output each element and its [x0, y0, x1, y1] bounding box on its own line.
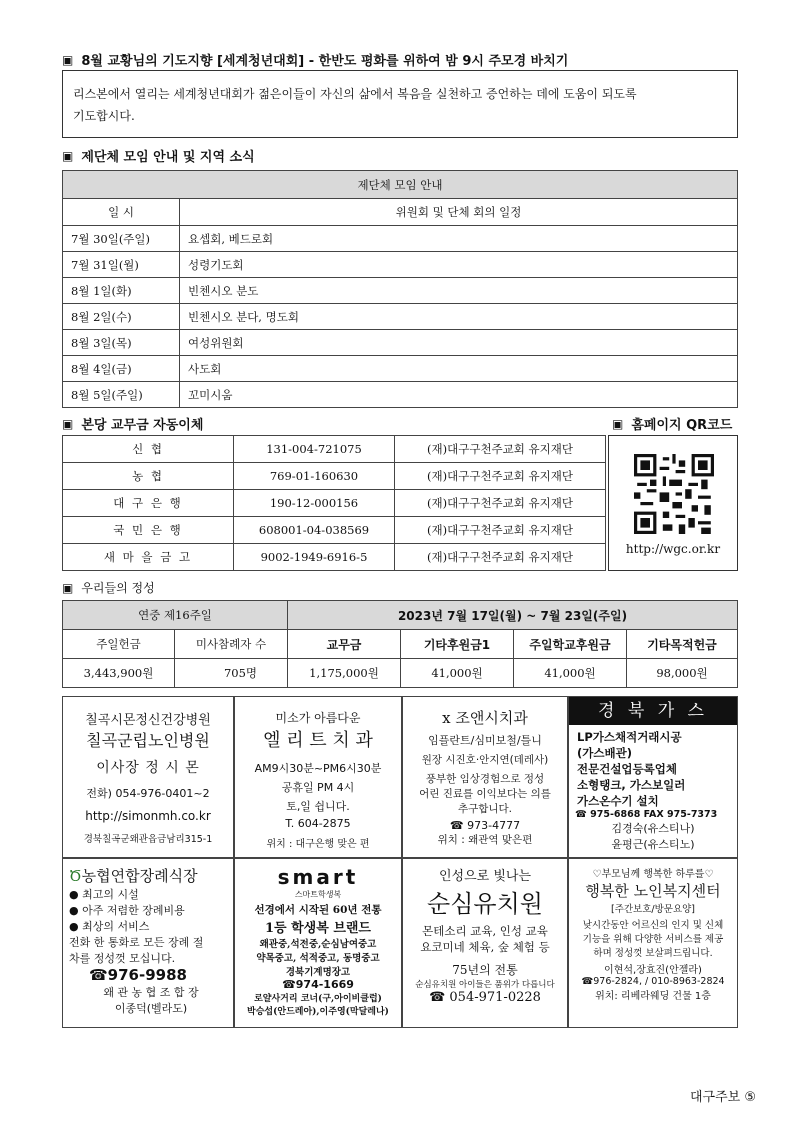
dental1-phone: T. 604-2875: [285, 817, 351, 830]
square-bullet-icon: ▣: [62, 52, 74, 67]
bank-holder: (재)대구구천주교회 유지재단: [395, 517, 606, 544]
dental2-directors: 원장 시진호·안지연(데레사): [421, 754, 549, 766]
bank-name: 국 민 은 행: [63, 517, 234, 544]
smart-logo: smart: [277, 865, 359, 889]
ad-elite-dental: [234, 696, 402, 858]
dental1-slogan: 미소가 아름다운: [275, 711, 361, 725]
ad-smart-uniform: [234, 858, 402, 1028]
offering-value: 705명: [175, 659, 288, 688]
bank-account: 190-12-000156: [234, 490, 395, 517]
col-date-header: 일 시: [63, 199, 180, 226]
meeting-event: 요셉회, 베드로회: [180, 226, 738, 252]
meeting-event: 꼬미시움: [180, 382, 738, 408]
bank-name: 신 협: [63, 436, 234, 463]
kinder-program-1: 몬테소리 교육, 인성 교육: [422, 924, 548, 938]
offering-section-header: [62, 579, 155, 596]
kinder-slogan: 인성으로 빛나는: [438, 869, 532, 884]
banking-title: 본당 교무금 자동이체: [81, 418, 204, 433]
hospital-website: http://simonmh.co.kr: [85, 809, 211, 823]
funeral-chief-title: 왜 관 농 협 조 합 장: [103, 986, 199, 999]
welfare-services: [주간보호/방문요양]: [610, 904, 696, 915]
gas-line-5: 소형탱크, 가스보일러: [577, 778, 686, 792]
offering-header: 기타후원금1: [401, 630, 514, 659]
gas-owner-2: 윤평근(유스티노): [611, 838, 695, 851]
bank-account: 608001-04-038569: [234, 517, 395, 544]
offering-value: 3,443,900원: [63, 659, 175, 688]
meeting-date: 7월 30일(주일): [63, 226, 180, 252]
ad-welfare-center: [568, 858, 738, 1028]
dental1-hours: AM9시30분~PM6시30분: [254, 762, 382, 775]
welfare-phone: ☎976-2824, / 010-8963-2824: [581, 976, 725, 987]
col-event-header: 위원회 및 단체 회의 일정: [180, 199, 738, 226]
bank-holder: (재)대구구천주교회 유지재단: [395, 436, 606, 463]
prayer-title: 8월 교황님의 기도지향 [세계청년대회] - 한반도 평화를 위하여 밤 9시 주모경 바치기: [81, 54, 569, 69]
uniform-slogan: 선경에서 시작된 60년 전통: [254, 904, 382, 916]
kinder-name: 순심유치원: [427, 890, 543, 918]
dental2-desc-2: 어린 진료를 이익보다는 의를: [419, 788, 551, 800]
qr-box: [608, 435, 738, 571]
meetings-table: [62, 170, 738, 408]
meetings-table-title: 제단체 모임 안내: [63, 171, 738, 199]
square-bullet-icon: ▣: [62, 148, 74, 163]
uniform-schools-1: 왜관중,석전중,순심남여중고: [259, 939, 377, 950]
meeting-date: 7월 31일(월): [63, 252, 180, 278]
uniform-phone: ☎974-1669: [282, 978, 354, 991]
funeral-name: Ծ농협연합장례식장: [69, 867, 198, 885]
welfare-location: 위치: 리베라웨딩 건물 1층: [595, 991, 711, 1002]
prayer-text-line1: 리스본에서 열리는 세계청년대회가 젊은이들이 자신의 삶에서 복음을 실천하고 증언하는 데에 도움이 되도록: [73, 87, 637, 101]
bank-name: 새 마 을 금 고: [63, 544, 234, 571]
banking-table: [62, 435, 606, 571]
funeral-feature-2: ● 아주 저렴한 장례비용: [69, 904, 185, 917]
welfare-desc-2: 기능을 위해 다양한 서비스를 제공: [582, 934, 724, 945]
welfare-desc-3: 하며 정성껏 보살펴드립니다.: [593, 948, 713, 959]
ad-gyeongbuk-gas: [568, 696, 738, 858]
kinder-tagline: 순심유치원 아이들은 품위가 다릅니다: [415, 980, 555, 990]
kinder-tradition: 75년의 전통: [452, 963, 518, 977]
bank-name: 농 협: [63, 463, 234, 490]
kinder-program-2: 요코미네 체육, 숲 체험 등: [420, 940, 550, 954]
bank-account: 9002-1949-6916-5: [234, 544, 395, 571]
dental1-closed: 토,일 쉽니다.: [286, 800, 350, 813]
bank-account: 131-004-721075: [234, 436, 395, 463]
meeting-date: 8월 1일(화): [63, 278, 180, 304]
uniform-owners: 박승섭(안드레아),이주영(막달레나): [247, 1007, 389, 1017]
welfare-name: 행복한 노인복지센터: [585, 882, 721, 900]
uniform-location: 로얄사거리 코너(구,아이비클럽): [254, 994, 382, 1004]
hospital-address: 경북칠곡군왜관읍금남리315-1: [83, 834, 213, 845]
meeting-date: 8월 2일(수): [63, 304, 180, 330]
gas-line-3: (가스배관): [577, 746, 632, 760]
gas-line-4: 전문건설업등록업체: [577, 762, 677, 776]
qr-code-icon: [634, 454, 714, 534]
square-bullet-icon: ▣: [62, 416, 74, 431]
welfare-slogan: ♡부모님께 행복한 하루를♡: [592, 869, 714, 880]
offering-header: 주일학교후원금: [514, 630, 627, 659]
prayer-section-header: [62, 50, 568, 69]
ad-kindergarten: [402, 858, 568, 1028]
dental2-desc-1: 풍부한 임상경험으로 정성: [425, 773, 545, 785]
uniform-brand-line: 1등 학생복 브랜드: [264, 921, 371, 936]
offering-title: 우리들의 정성: [81, 581, 155, 595]
qr-section-header: [612, 414, 732, 433]
square-bullet-icon: ▣: [612, 416, 624, 431]
ad-funeral-home: [62, 858, 234, 1028]
welfare-desc-1: 낮시간동안 어르신의 인지 및 신체: [582, 920, 724, 931]
meeting-event: 성령기도회: [180, 252, 738, 278]
gas-phone: ☎ 975-6868 FAX 975-7373: [575, 809, 718, 820]
meeting-date: 8월 5일(주일): [63, 382, 180, 408]
qr-url: http://wgc.or.kr: [625, 542, 721, 556]
bank-holder: (재)대구구천주교회 유지재단: [395, 544, 606, 571]
meeting-date: 8월 4일(금): [63, 356, 180, 382]
hospital-phone: 전화) 054-976-0401~2: [86, 787, 210, 800]
nh-logo-icon: Ծ: [69, 867, 82, 885]
kinder-phone: ☎ 054-971-0228: [429, 990, 541, 1005]
offering-week: 연중 제16주일: [63, 601, 288, 630]
offering-header: 기타목적헌금: [627, 630, 738, 659]
funeral-phone: ☎976-9988: [89, 966, 187, 984]
bank-name: 대 구 은 행: [63, 490, 234, 517]
welfare-directors: 이현석,장효진(안젤라): [604, 965, 702, 976]
offering-header: 주일헌금: [63, 630, 175, 659]
meetings-title: 제단체 모임 안내 및 지역 소식: [81, 150, 255, 165]
prayer-box: [62, 70, 738, 138]
hospital-director: 이사장 정 시 몬: [96, 760, 200, 776]
meeting-date: 8월 3일(목): [63, 330, 180, 356]
dental1-location: 위치 : 대구은행 맞은 편: [266, 839, 370, 850]
offering-value: 41,000원: [401, 659, 514, 688]
dental1-name: 엘 리 트 치 과: [263, 730, 373, 751]
ad-joan-dental: [402, 696, 568, 858]
bank-holder: (재)대구구천주교회 유지재단: [395, 463, 606, 490]
funeral-desc-1: 전화 한 통화로 모든 장례 절: [69, 936, 204, 949]
meeting-event: 사도회: [180, 356, 738, 382]
banking-section-header: [62, 414, 203, 433]
uniform-schools-2: 약목중고, 석적중고, 동명중고: [256, 953, 380, 964]
dental2-phone: ☎ 973-4777: [449, 819, 521, 832]
hospital-name-1: 칠곡시몬정신건강병원: [85, 713, 211, 728]
offering-value: 41,000원: [514, 659, 627, 688]
offering-value: 98,000원: [627, 659, 738, 688]
page-footer: 대구주보 ⑤: [689, 1090, 756, 1105]
qr-title: 홈페이지 QR코드: [631, 418, 733, 433]
uniform-brand: 스마트학생복: [294, 890, 342, 899]
gas-owner-1: 김경숙(유스티나): [611, 822, 695, 835]
bank-account: 769-01-160630: [234, 463, 395, 490]
square-bullet-icon: ▣: [62, 580, 74, 595]
dental2-name: ⅹ 조앤시치과: [442, 709, 528, 727]
offering-header: 교무금: [288, 630, 401, 659]
bank-holder: (재)대구구천주교회 유지재단: [395, 490, 606, 517]
funeral-feature-3: ● 최상의 서비스: [69, 920, 150, 933]
dental2-location: 위치 : 왜관역 맞은편: [437, 834, 533, 846]
uniform-schools-3: 경북기계명장고: [285, 967, 351, 978]
gas-line-6: 가스온수기 설치: [577, 794, 659, 808]
tooth-icon: ⅹ: [442, 709, 456, 727]
hospital-name-2: 칠곡군립노인병원: [86, 731, 210, 750]
meeting-event: 빈첸시오 분도: [180, 278, 738, 304]
funeral-chief-name: 이종덕(벨라도): [114, 1002, 188, 1015]
meeting-event: 빈첸시오 분다, 명도회: [180, 304, 738, 330]
funeral-feature-1: ● 최고의 시설: [69, 888, 139, 901]
offering-table: [62, 600, 738, 688]
dental1-holiday: 공휴일 PM 4시: [281, 781, 355, 794]
offering-header: 미사참례자 수: [175, 630, 288, 659]
prayer-text-line2: 기도합시다.: [73, 109, 135, 123]
ad-hospital: [62, 696, 234, 858]
offering-period: 2023년 7월 17일(월) ~ 7월 23일(주일): [288, 601, 738, 630]
gas-name: 경 북 가 스: [569, 697, 737, 725]
funeral-desc-2: 차를 정성껏 모십니다.: [69, 952, 176, 965]
dental2-desc-3: 추구합니다.: [457, 803, 513, 815]
gas-line-2: LP가스채적거래시공: [577, 730, 682, 744]
meetings-section-header: [62, 146, 255, 165]
offering-value: 1,175,000원: [288, 659, 401, 688]
dental2-services: 임플란트/심미보철/틀니: [428, 734, 542, 747]
meeting-event: 여성위원회: [180, 330, 738, 356]
